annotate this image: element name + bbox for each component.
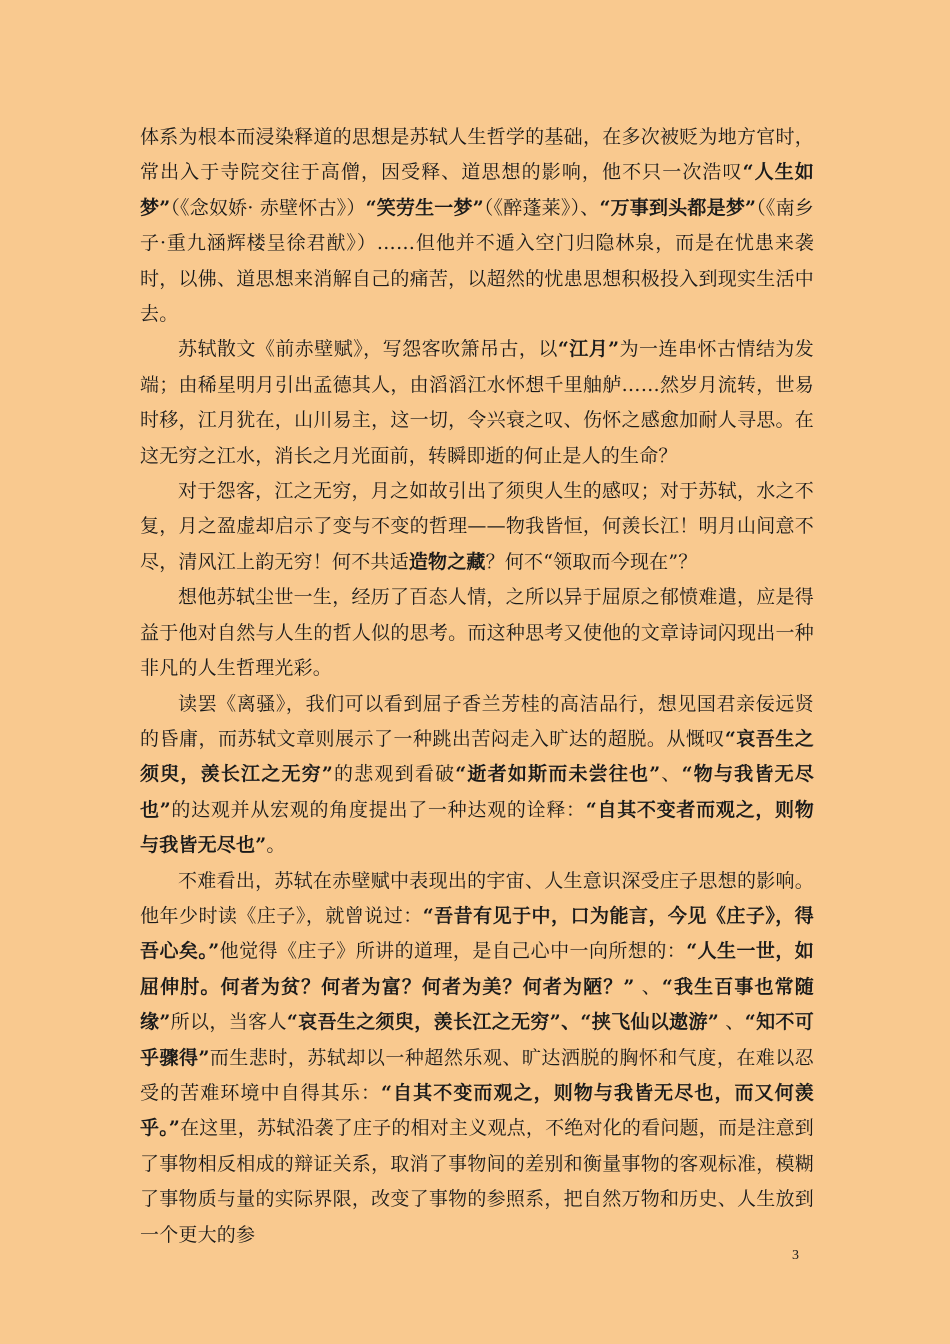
text-run: 的悲观到看破: [333, 763, 456, 786]
bold-quote: “万事到头都是梦”: [599, 196, 757, 219]
document-page: [140, 120, 814, 1253]
text-run: （《醉蓬莱》）、: [483, 196, 600, 219]
bold-quote: “逝者如斯而未尝往也”: [455, 763, 661, 786]
text-run: 而生悲时，苏轼却以一种超然乐观、旷达洒脱的胸怀和气度，在难以忍受的苦难环境中自得其乐：: [140, 1046, 815, 1104]
text-run: 苏轼散文《前赤壁赋》，写怨客吹箫吊古，以: [178, 338, 558, 361]
paragraph: [140, 332, 814, 474]
text-run: 、: [634, 975, 662, 998]
body-text: [140, 120, 814, 1253]
bold-quote: 造物之藏: [408, 550, 486, 573]
bold-quote: “哀吾生之须臾，羡长江之无穷”: [140, 727, 814, 786]
bold-quote: “吾昔有见于中，口为能言，今见《庄子》，得吾心矣。”: [140, 904, 814, 963]
bold-quote: “我生百事也常随缘”: [140, 975, 814, 1034]
text-run: 不难看出，苏轼在赤壁赋中表现出的宇宙、人生意识深受庄子思想的影响。他年少时读《庄子》，就曾说过：: [140, 869, 814, 927]
text-run: 的达观并从宏观的角度提出了一种达观的诠释：: [170, 798, 586, 821]
text-run: （《南乡子·重九涵辉楼呈徐君猷》）……但他并不遁入空门归隐林泉，而是在忧患来袭时，以佛、道思想来消解自己的痛苦，以超然的忧患思想积极投入到现实生活中去。: [140, 196, 814, 326]
bold-quote: “物与我皆无尽也”: [140, 763, 814, 821]
text-run: 为一连串怀古情结为发端；由稀星明月引出孟德其人，由滔滔江水怀想千里舳舻……然岁月流转，世易时移，江月犹在，山川易主，这一切，令兴衰之叹、伤怀之感愈加耐人寻思。在这无穷之江水，消长之月光面前，转瞬即逝的何止是人的生命？: [140, 338, 814, 467]
paragraph: [140, 580, 814, 686]
text-run: 、: [660, 763, 682, 786]
paragraph: [140, 864, 814, 1253]
bold-quote: “江月”: [557, 338, 620, 361]
text-run: 对于怨客，江之无穷，月之如故引出了须臾人生的感叹；对于苏轼，水之不复，月之盈虚却启示了变与不变的哲理——物我皆恒，何羡长江！明月山间意不尽，清风江上韵无穷！何不共适: [140, 480, 814, 573]
text-run: 想他苏轼尘世一生，经历了百态人情，之所以异于屈原之郁愤难遣，应是得益于他对自然与人生的哲人似的思考。而这种思考又使他的文章诗词闪现出一种非凡的人生哲理光彩。: [140, 586, 814, 680]
text-run: 读罢《离骚》，我们可以看到屈子香兰芳桂的高洁品行，想见国君亲佞远贤的昏庸，而苏轼文章则展示了一种跳出苦闷走入旷达的超脱。从慨叹: [140, 692, 814, 750]
page-number: 3: [792, 1248, 799, 1263]
bold-quote: “自其不变者而观之，则物与我皆无尽也”: [140, 798, 814, 857]
paragraph: [140, 474, 814, 580]
bold-quote: “人生如梦”: [140, 161, 814, 219]
text-run: ？何不“领取而今现在”？: [485, 550, 698, 573]
text-run: 在这里，苏轼沿袭了庄子的相对主义观点，不绝对化的看问题，而是注意到了事物相反相成的辩证关系，取消了事物间的差别和衡量事物的客观标准，模糊了事物质与量的实际界限，改变了事物的参照系，把自然万物和历史、人生放到一个更大的参: [140, 1117, 815, 1246]
text-run: 体系为根本而浸染释道的思想是苏轼人生哲学的基础，在多次被贬为地方官时，常出入于寺院交往于高僧，因受释、道思想的影响，他不只一次浩叹: [140, 126, 814, 184]
paragraph: [140, 120, 814, 332]
text-run: 、: [719, 1011, 745, 1034]
bold-quote: “知不可乎骤得”: [140, 1011, 814, 1069]
bold-quote: “哀吾生之须臾，羡长江之无穷”、“挟飞仙以遨游”: [286, 1011, 720, 1034]
bold-quote: “人生一世，如屈伸肘。何者为贫？何者为富？何者为美？何者为陋？”: [140, 940, 814, 998]
text-run: 他觉得《庄子》所讲的道理，是自己心中一向所想的：: [219, 940, 687, 963]
text-run: 。: [266, 834, 286, 857]
bold-quote: “自其不变而观之，则物与我皆无尽也，而又何羡乎。”: [140, 1081, 814, 1140]
text-run: 所以，当客人: [170, 1011, 287, 1034]
text-run: （《念奴娇· 赤壁怀古》）: [170, 196, 366, 219]
paragraph: [140, 687, 814, 864]
bold-quote: “笑劳生一梦”: [365, 196, 484, 219]
